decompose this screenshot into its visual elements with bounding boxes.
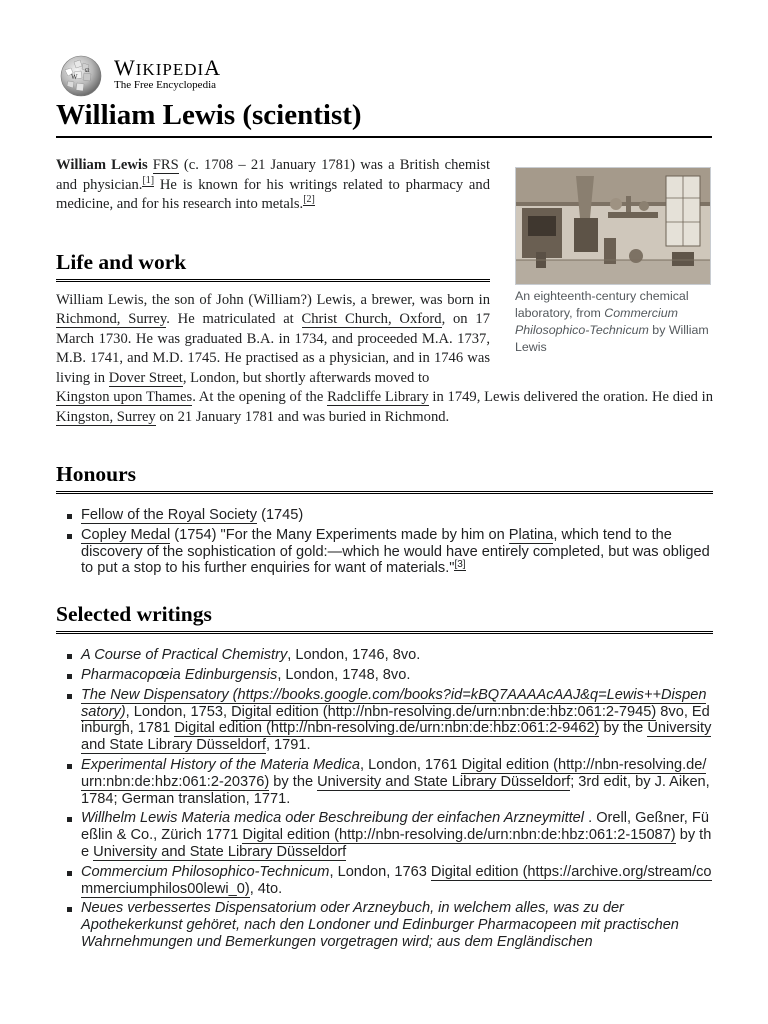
- heading-honours: Honours: [56, 461, 713, 494]
- digital-edition-link[interactable]: Digital edition (http://nbn-resolving.de/urn:nbn:de:hbz:061:2-15087): [242, 827, 676, 844]
- digital-edition-link[interactable]: Digital edition (http://nbn-resolving.de/urn:nbn:de:hbz:061:2-9462): [174, 720, 600, 737]
- heading-life-and-work: Life and work: [56, 249, 490, 282]
- ref-2-link[interactable]: [2]: [303, 194, 315, 206]
- lead-paragraph: William Lewis FRS (c. 1708 – 21 January 1781) was a British chemist and physician.[1] He is known for his writings related to pharmacy and medicine, and for his research into metals.[2]: [56, 157, 491, 212]
- digital-edition-link[interactable]: Digital edition (http://nbn-resolving.de/urn:nbn:de:hbz:061:2-7945): [231, 703, 657, 720]
- list-item: Commercium Philosophico-Technicum, London, 1763 Digital edition (https://archive.org/stream/commerciumphilos00lewi_0), 4to.: [81, 863, 712, 897]
- wordmark: WIKIPEDIA: [114, 55, 222, 80]
- list-item: Experimental History of the Materia Medica, London, 1761 Digital edition (http://nbn-resolving.de/urn:nbn:de:hbz:061:2-20376) by the University and State Library Düsseldorf; 3rd edit, by J. Aiken, 1784; German translation, 1771.: [81, 757, 713, 807]
- frs-link[interactable]: FRS: [152, 157, 179, 173]
- tagline: The Free Encyclopedia: [114, 79, 217, 91]
- digital-edition-link[interactable]: Digital edition (https://archive.org/stream/commerciumphilos00lewi_0): [81, 863, 712, 897]
- richmond-surrey-link[interactable]: Richmond, Surrey: [56, 311, 167, 327]
- list-item: A Course of Practical Chemistry, London, 1746, 8vo.: [81, 647, 713, 664]
- ulb-dusseldorf-link[interactable]: University and State Library Düsseldorf: [317, 773, 571, 790]
- list-item: Neues verbessertes Dispensatorium oder Arzneybuch, in welchem alles, was zu der Apothekerkunst gehöret, nach den Londoner und Edinburger Pharmacopeen mit practischen Wahrnehmungen und Bemerkungen vorgetragen wird; aus dem Engländischen: [81, 900, 713, 950]
- new-dispensatory-link[interactable]: The New Dispensatory (https://books.google.com/books?id=kBQ7AAAAcAAJ&q=Lewis++Dispensatory): [81, 686, 707, 720]
- wikipedia-logo[interactable]: [56, 54, 256, 94]
- wikipedia-globe-icon: [56, 54, 106, 98]
- list-item: Copley Medal (1754) "For the Many Experiments made by him on Platina, which tend to the discovery of the sophistication of gold:—which he would have entirely completed, but was obliged to put a stop to his further enquiries for want of materials."[3]: [81, 527, 713, 577]
- ref-3-link[interactable]: [3]: [454, 558, 466, 570]
- list-item: Fellow of the Royal Society (1745): [81, 507, 713, 524]
- ref-1-link[interactable]: [1]: [142, 174, 155, 186]
- ulb-dusseldorf-link[interactable]: University and State Library Düsseldorf: [81, 720, 712, 754]
- article-content: [56, 156, 713, 954]
- copley-medal-link[interactable]: Copley Medal: [81, 526, 171, 543]
- dover-street-link[interactable]: Dover Street: [108, 369, 183, 386]
- thumbnail: [515, 167, 711, 356]
- honours-list: [56, 507, 713, 577]
- list-item: Pharmacopœia Edinburgensis, London, 1748, 8vo.: [81, 667, 713, 684]
- radcliffe-library-link[interactable]: Radcliffe Library: [327, 389, 429, 405]
- laboratory-image[interactable]: [515, 167, 711, 285]
- platina-link[interactable]: Platina: [508, 526, 554, 543]
- image-caption: An eighteenth-century chemical laboratory, from Commercium Philosophico-Technicum by William Lewis: [515, 289, 709, 354]
- fellow-royal-society-link[interactable]: Fellow of the Royal Society: [81, 507, 258, 523]
- writings-list: [56, 647, 713, 951]
- heading-selected-writings: Selected writings: [56, 601, 713, 634]
- kingston-surrey-link[interactable]: Kingston, Surrey: [56, 408, 156, 425]
- life-and-work-paragraph: William Lewis, the son of John (William?) Lewis, a brewer, was born in Richmond, Surrey. He matriculated at Christ Church, Oxford, on 17 March 1730. He was graduated B.A. in 1734, and proceeded M.A. 1737, M.B. 1741, and M.D. 1745. He practised as a physician, and in 1746 was living in Dover Street, London, but shortly afterwards moved to Kingston upon Thames. At the opening of the Radcliffe Library in 1749, Lewis delivered the oration. He died in Kingston, Surrey on 21 January 1781 and was buried in Richmond.: [56, 291, 714, 425]
- ulb-dusseldorf-link[interactable]: University and State Library Düsseldorf: [93, 843, 347, 860]
- list-item: Willhelm Lewis Materia medica oder Beschreibung der einfachen Arzneymittel . Orell, Geßner, Füeßlin & Co., Zürich 1771 Digital edition (http://nbn-resolving.de/urn:nbn:de:hbz:061:2-15087) by the University and State Library Düsseldorf: [81, 810, 712, 860]
- svg-text:Ω: Ω: [85, 68, 90, 74]
- digital-edition-link[interactable]: Digital edition (http://nbn-resolving.de/urn:nbn:de:hbz:061:2-20376): [81, 756, 707, 790]
- christ-church-oxford-link[interactable]: Christ Church, Oxford: [301, 311, 442, 327]
- page-title: William Lewis (scientist): [56, 96, 712, 138]
- svg-text:W: W: [71, 73, 78, 81]
- list-item: The New Dispensatory (https://books.google.com/books?id=kBQ7AAAAcAAJ&q=Lewis++Dispensatory), London, 1753, Digital edition (http://nbn-resolving.de/urn:nbn:de:hbz:061:2-7945) 8vo, Edinburgh, 1781 Digital edition (http://nbn-resolving.de/urn:nbn:de:hbz:061:2-9462) by the University and State Library Düsseldorf, 1791.: [81, 686, 712, 754]
- kingston-upon-thames-link[interactable]: Kingston upon Thames: [56, 389, 193, 405]
